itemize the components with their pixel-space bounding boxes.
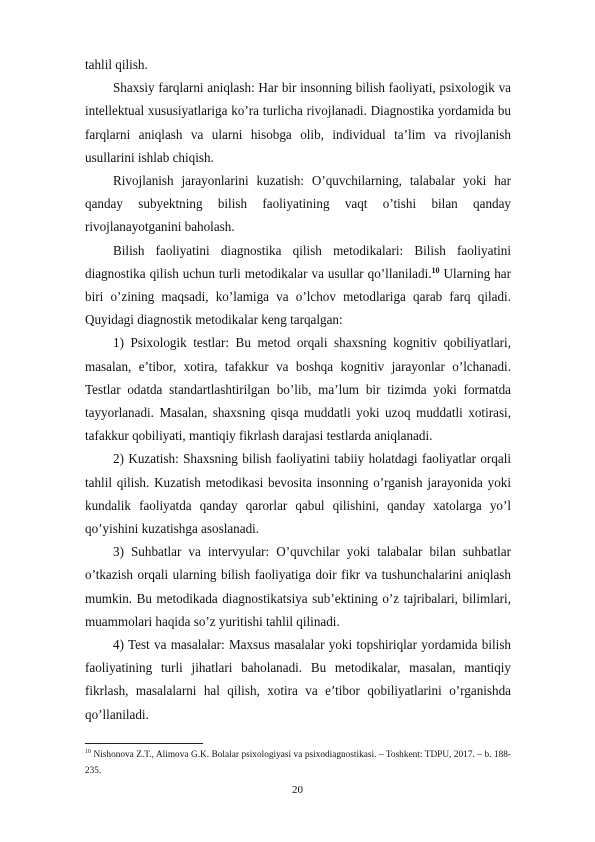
list-item-psychological-tests: 1) Psixologik testlar: Bu metod orqali shaxsning kognitiv qobiliyatlari, masalan, e’tibor, xotira, tafakkur va boshqa kognitiv jarayonlar o’lchanadi. Testlar odatda standartlashtirilgan bo’lib, ma’lum bir tizimda yoki formatda tayyorlanadi. Masalan, shaxsning qisqa muddatli yoki uzoq muddatli xotirasi, tafakkur qobiliyati, mantiqiy fikrlash darajasi testlarda aniqlanadi. [85, 335, 511, 444]
paragraph-continuation: tahlil qilish. [85, 57, 148, 72]
list-item-interviews: 3) Suhbatlar va intervyular: O’quvchilar yoki talabalar bilan suhbatlar o’tkazish orqali ularning bilish faoliyatiga doir fikr va tushunchalarini aniqlash mumkin. Bu metodikada diagnostikatsiya sub’ektining o’z tajribalari, bilimlari, muammolari haqida so’z yuritishi tahlil qilinadi. [85, 544, 511, 629]
paragraph-individual-differences: Shaxsiy farqlarni aniqlash: Har bir insonning bilish faoliyati, psixologik va intellektual xususiyatlariga ko’ra turlicha rivojlanadi. Diagnostika yordamida bu farqlarni aniqlash va ularni hisobga olib, individual ta’lim va rivojlanish usullarini ishlab chiqish. [85, 80, 511, 165]
footnote-number: 10 [85, 749, 91, 755]
footnote-divider [85, 743, 203, 744]
paragraph-diagnostic-methods-part1: Bilish faoliyatini diagnostika qilish metodikalari: Bilish faoliyatini diagnostika qilish uchun turli metodikalar va usullar qo’llaniladi. [85, 242, 511, 281]
body-text [85, 53, 511, 726]
list-item-observation: 2) Kuzatish: Shaxsning bilish faoliyatini tabiiy holatdagi faoliyatlar orqali tahlil qilish. Kuzatish metodikasi bevosita insonning o’rganish jarayonida yoki kundalik faoliyatda qanday qarorlar qabul qilishini, qanday xatolarga yo’l qo’yishini kuzatishga asoslanadi. [85, 451, 511, 537]
footnote [85, 748, 511, 779]
list-item-tests-and-tasks: 4) Test va masalalar: Maxsus masalalar yoki topshiriqlar yordamida bilish faoliyatining turli jihatlari baholanadi. Bu metodikalar, masalan, mantiqiy fikrlash, masalalarni hal qilish, xotira va e’tibor qobiliyatlarini o’rganishda qo’llaniladi. [85, 637, 511, 722]
paragraph-development-monitoring: Rivojlanish jarayonlarini kuzatish: O’quvchilarning, talabalar yoki har qanday subyektning bilish faoliyatining vaqt o’tishi bilan qanday rivojlanayotganini baholash. [85, 173, 511, 235]
footnote-text: Nishonova Z.T., Alimova G.K. Bolalar psixologiyasi va psixodiagnostikasi. – Toshkent: TDPU, 2017. – b. 188-235. [85, 750, 511, 776]
paragraph-diagnostic-methods-part2: Ularning har biri o’zining maqsadi, ko’lamiga va o’lchov metodlariga qarab farq qiladi. Quyidagi diagnostik metodikalar keng tarqalgan: [85, 265, 512, 328]
page-number: 20 [292, 784, 303, 796]
paragraph-diagnostic-methods [85, 239, 511, 332]
footnote-reference[interactable]: 10 [431, 265, 440, 275]
